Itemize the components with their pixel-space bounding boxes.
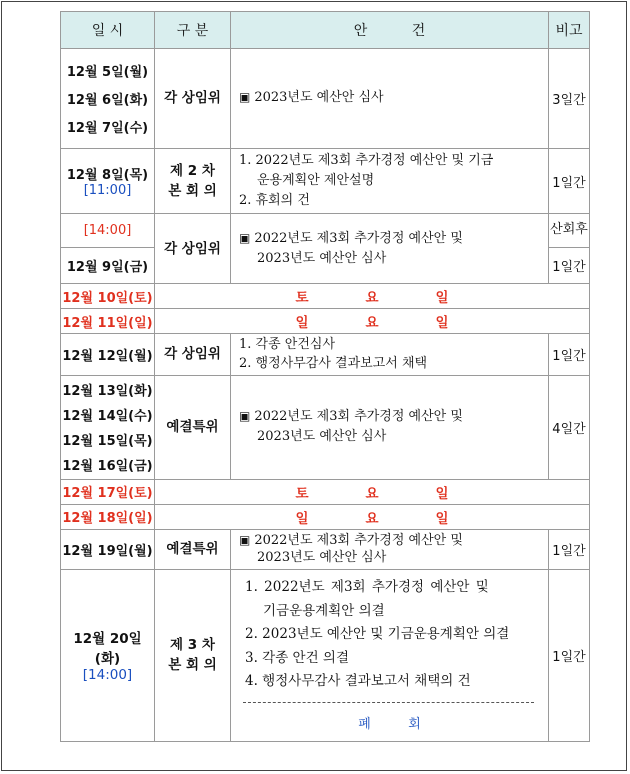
date-text: 12월 15일(목) xyxy=(62,434,153,450)
session-schedule-table xyxy=(60,11,590,742)
agenda-cell xyxy=(231,375,549,479)
agenda-text: 2022년도 제3회 추가경정 예산안 및 xyxy=(254,230,463,246)
agenda-text: 2. 휴회의 건 xyxy=(239,193,310,209)
agenda-text: 2022년도 제3회 추가경정 예산안 및 xyxy=(254,532,463,548)
agenda-text: 기금운용계획안 의결 xyxy=(263,602,385,619)
agenda-list xyxy=(235,576,544,694)
date-cell: 12월 18일(일) xyxy=(61,504,155,529)
holiday-row xyxy=(61,284,590,309)
date-text: 12월 8일(목) xyxy=(66,168,149,184)
holiday-char: 요 xyxy=(365,510,379,527)
category-cell: 각 상임위 xyxy=(155,49,231,149)
date-text: 12월 13일(화) xyxy=(62,384,153,400)
agenda-cell xyxy=(231,529,549,569)
agenda-text: 1. 2022년도 제3회 추가경정 예산안 및 xyxy=(245,578,489,595)
time-cell: [14:00] xyxy=(61,214,155,248)
table-row xyxy=(61,49,590,149)
note-cell: 3일간 xyxy=(549,49,590,149)
square-bullet-icon: ▣ xyxy=(239,90,251,105)
date-text: 12월 14일(수) xyxy=(62,409,153,425)
date-cell xyxy=(61,569,155,741)
header-category: 구 분 xyxy=(155,12,231,49)
table-row xyxy=(61,529,590,569)
agenda-text: 2022년도 제3회 추가경정 예산안 및 xyxy=(254,409,463,425)
date-cell xyxy=(61,149,155,214)
agenda-text: 2023년도 예산안 심사 xyxy=(257,550,387,566)
date-text: 12월 6일(화) xyxy=(66,93,149,108)
agenda-cell xyxy=(231,49,549,149)
category-cell xyxy=(155,569,231,741)
header-note: 비고 xyxy=(549,12,590,49)
agenda-text: 1. 각종 안건심사 xyxy=(239,337,336,353)
square-bullet-icon: ▣ xyxy=(239,230,251,245)
agenda-text: 2023년도 예산안 심사 xyxy=(257,429,387,445)
note-cell: 산회후 xyxy=(549,214,590,248)
holiday-row xyxy=(61,479,590,504)
time-text: [11:00] xyxy=(83,183,132,199)
header-date: 일 시 xyxy=(61,12,155,49)
agenda-text: 2023년도 예산안 심사 xyxy=(257,250,387,266)
dashed-divider xyxy=(243,702,534,703)
holiday-char: 일 xyxy=(435,315,449,332)
table-row xyxy=(61,214,590,248)
category-cell xyxy=(155,149,231,214)
date-cell: 12월 10일(토) xyxy=(61,284,155,309)
date-cell: 12월 11일(일) xyxy=(61,309,155,334)
agenda-cell xyxy=(231,334,549,375)
table-row xyxy=(61,149,590,214)
date-text: 12월 20일 xyxy=(73,631,142,648)
date-cell: 12월 19일(월) xyxy=(61,529,155,569)
date-cell: 12월 17일(토) xyxy=(61,479,155,504)
header-row xyxy=(61,12,590,49)
holiday-label xyxy=(155,479,590,504)
header-agenda: 안 건 xyxy=(231,12,549,49)
note-cell: 1일간 xyxy=(549,248,590,284)
category-line: 제 2 차 xyxy=(170,162,215,179)
agenda-text: 3. 각종 안건 의결 xyxy=(245,649,349,666)
holiday-char: 요 xyxy=(365,485,379,502)
agenda-cell xyxy=(231,149,549,214)
holiday-label xyxy=(155,309,590,334)
table-row xyxy=(61,375,590,479)
square-bullet-icon: ▣ xyxy=(239,409,251,424)
closing-char: 폐 xyxy=(358,717,371,733)
closing-char: 회 xyxy=(408,717,421,733)
date-text: 12월 7일(수) xyxy=(66,121,149,136)
category-cell: 각 상임위 xyxy=(155,214,231,284)
category-line: 제 3 차 xyxy=(170,637,215,654)
note-cell: 4일간 xyxy=(549,375,590,479)
holiday-label xyxy=(155,284,590,309)
time-text: [14:00] xyxy=(82,667,133,684)
category-cell: 예결특위 xyxy=(155,375,231,479)
category-line: 본 회 의 xyxy=(168,657,217,674)
date-cell: 12월 9일(금) xyxy=(61,248,155,284)
holiday-char: 일 xyxy=(295,315,309,332)
agenda-text: 운용계획안 제안설명 xyxy=(257,173,375,189)
date-text: 12월 16일(금) xyxy=(62,459,153,475)
agenda-text: 1. 2022년도 제3회 추가경정 예산안 및 기금 xyxy=(239,153,494,168)
holiday-char: 토 xyxy=(295,290,309,307)
closing-label xyxy=(235,709,544,738)
agenda-cell xyxy=(231,214,549,284)
holiday-char: 일 xyxy=(435,290,449,307)
table-row xyxy=(61,569,590,741)
agenda-text: 2023년도 예산안 심사 xyxy=(254,90,384,106)
note-cell: 1일간 xyxy=(549,334,590,375)
agenda-text: 2. 행정사무감사 결과보고서 채택 xyxy=(239,355,428,371)
holiday-char: 요 xyxy=(365,290,379,307)
date-cell xyxy=(61,49,155,149)
date-text: 12월 5일(월) xyxy=(66,65,149,80)
note-cell: 1일간 xyxy=(549,529,590,569)
holiday-label xyxy=(155,504,590,529)
holiday-char: 일 xyxy=(295,510,309,527)
agenda-text: 4. 행정사무감사 결과보고서 채택의 건 xyxy=(245,673,471,690)
holiday-char: 토 xyxy=(295,485,309,502)
agenda-cell xyxy=(231,569,549,741)
holiday-char: 일 xyxy=(435,510,449,527)
holiday-row xyxy=(61,504,590,529)
note-cell: 1일간 xyxy=(549,569,590,741)
square-bullet-icon: ▣ xyxy=(239,532,251,547)
date-cell xyxy=(61,375,155,479)
category-line: 본 회 의 xyxy=(168,183,217,200)
date-cell: 12월 12일(월) xyxy=(61,334,155,375)
agenda-text: 2. 2023년도 예산안 및 기금운용계획안 의결 xyxy=(245,626,510,643)
holiday-char: 일 xyxy=(435,485,449,502)
holiday-char: 요 xyxy=(365,315,379,332)
category-cell: 각 상임위 xyxy=(155,334,231,375)
table-row xyxy=(61,334,590,375)
category-cell: 예결특위 xyxy=(155,529,231,569)
note-cell: 1일간 xyxy=(549,149,590,214)
date-text: (화) xyxy=(94,651,121,668)
holiday-row xyxy=(61,309,590,334)
